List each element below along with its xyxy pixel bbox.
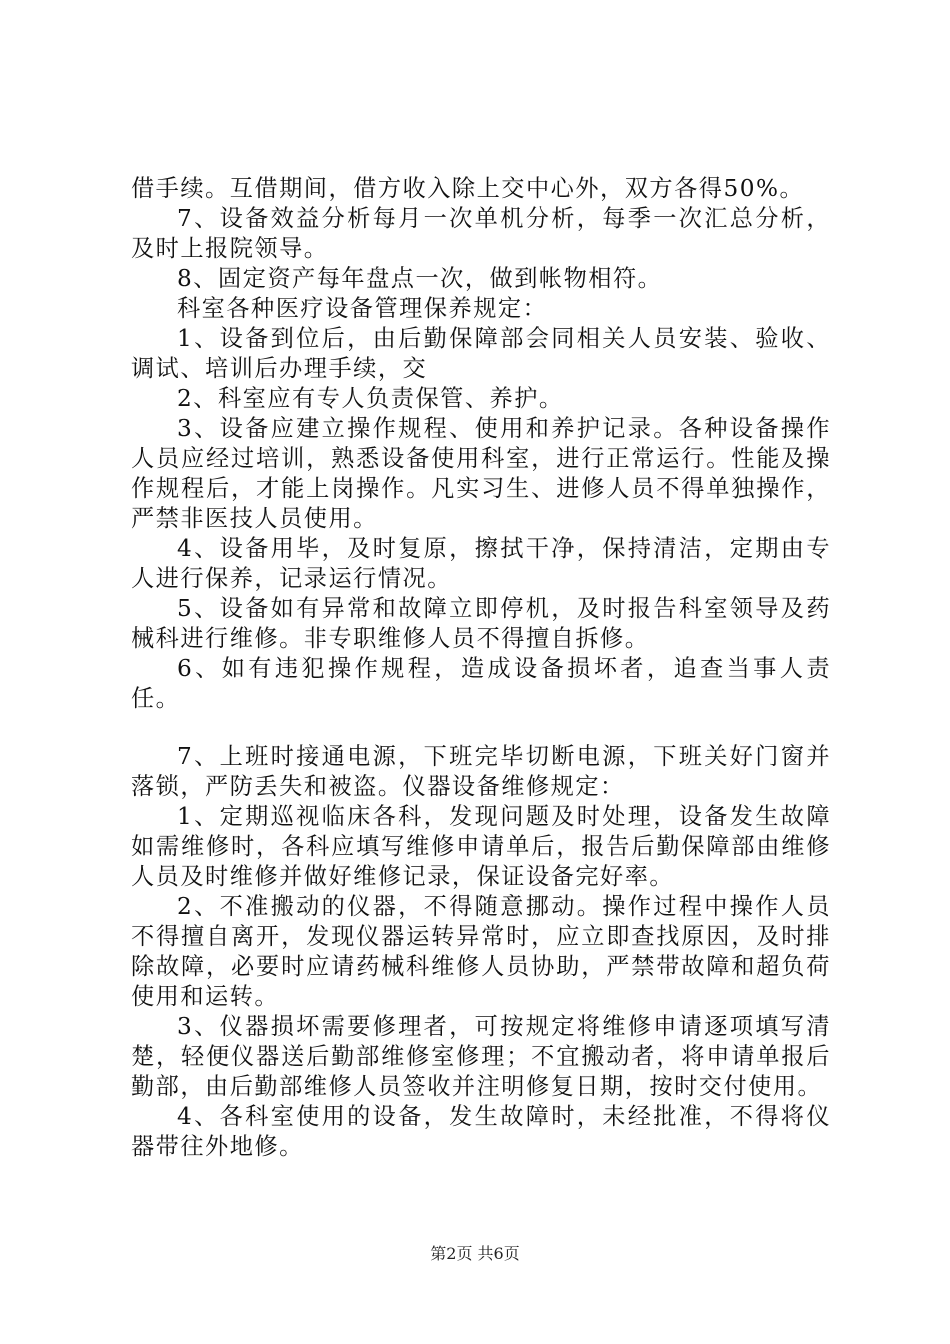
paragraph-rule-6: 6、如有违犯操作规程，造成设备损坏者，追查当事人责任。	[131, 655, 831, 712]
paragraph-item-8-asset-inventory: 8、固定资产每年盘点一次，做到帐物相符。	[177, 265, 663, 292]
paragraph-repair-rule-2: 2、不准搬动的仪器，不得随意挪动。操作过程中操作人员不得擅自离开，发现仪器运转异常时，应立即查找原因，及时排除故障，必要时应请药械科维修人员协助，严禁带故障和超负荷使用和运转。	[131, 893, 831, 1010]
paragraph-repair-rule-1: 1、定期巡视临床各科，发现问题及时处理，设备发生故障如需维修时，各科应填写维修申请单后，报告后勤保障部由维修人员及时维修并做好维修记录，保证设备完好率。	[131, 803, 831, 890]
document-body	[131, 174, 831, 1162]
paragraph-rule-2: 2、科室应有专人负责保管、养护。	[177, 385, 564, 412]
blank-line	[131, 714, 831, 742]
paragraph-item-7-benefit-analysis: 7、设备效益分析每月一次单机分析，每季一次汇总分析，及时上报院领导。	[131, 205, 831, 262]
paragraph-rule-7: 7、上班时接通电源，下班完毕切断电源，下班关好门窗并落锁，严防丢失和被盗。仪器设备维修规定：	[131, 743, 831, 800]
page-number: 第2页 共6页	[430, 1244, 520, 1263]
paragraph-rule-3: 3、设备应建立操作规程、使用和养护记录。各种设备操作人员应经过培训，熟悉设备使用科室，进行正常运行。性能及操作规程后，才能上岗操作。凡实习生、进修人员不得单独操作，严禁非医技人员使用。	[131, 415, 831, 532]
paragraph-repair-rule-3: 3、仪器损坏需要修理者，可按规定将维修申请逐项填写清楚，轻便仪器送后勤部维修室修理；不宜搬动者，将申请单报后勤部，由后勤部维修人员签收并注明修复日期，按时交付使用。	[131, 1013, 831, 1100]
paragraph-rule-1: 1、设备到位后，由后勤保障部会同相关人员安装、验收、调试、培训后办理手续，交	[131, 325, 831, 382]
paragraph-repair-rule-4: 4、各科室使用的设备，发生故障时，未经批准，不得将仪器带往外地修。	[131, 1103, 831, 1160]
paragraph-rule-4: 4、设备用毕，及时复原，擦拭干净，保持清洁，定期由专人进行保养，记录运行情况。	[131, 535, 831, 592]
paragraph-rule-5: 5、设备如有异常和故障立即停机，及时报告科室领导及药械科进行维修。非专职维修人员不得擅自拆修。	[131, 595, 831, 652]
page-footer	[0, 1244, 950, 1264]
paragraph-continuation: 借手续。互借期间，借方收入除上交中心外，双方各得50%。	[131, 175, 805, 202]
section-heading-maintenance-rules: 科室各种医疗设备管理保养规定：	[177, 295, 548, 322]
